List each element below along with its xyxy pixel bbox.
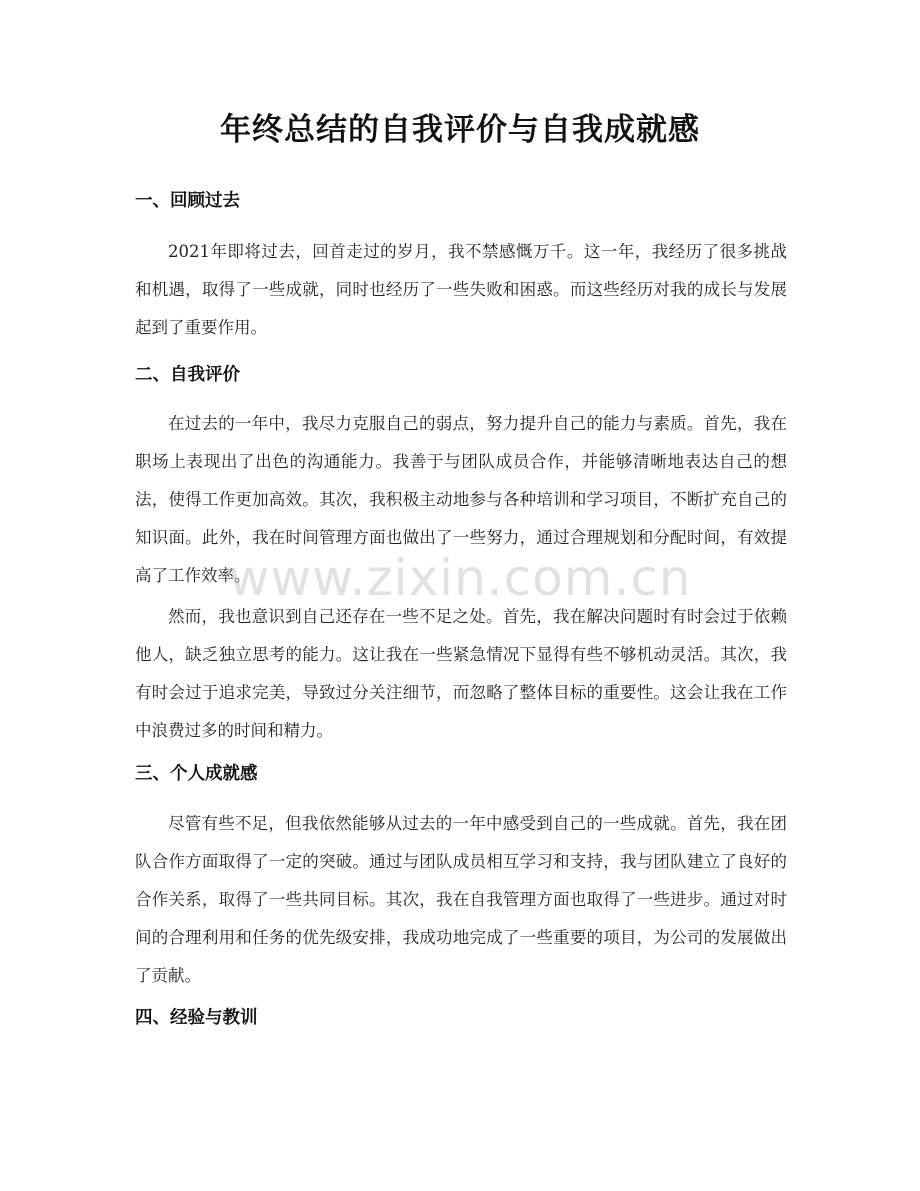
paragraph-self-evaluation-strengths: 在过去的一年中，我尽力克服自己的弱点，努力提升自己的能力与素质。首先，我在职场上表现出了出色的沟通能力。我善于与团队成员合作，并能够清晰地表达自己的想法，使得工作更加高效。其次，我积极主动地参与各种培训和学习项目，不断扩充自己的知识面。此外，我在时间管理方面也做出了一些努力，通过合理规划和分配时间，有效提高了工作效率。 (135, 414, 787, 585)
paragraph-review: 2021年即将过去，回首走过的岁月，我不禁感慨万千。这一年，我经历了很多挑战和机遇，取得了一些成就，同时也经历了一些失败和困惑。而这些经历对我的成长与发展起到了重要作用。 (135, 242, 787, 337)
section-heading-lessons: 四、经验与教训 (135, 1008, 258, 1028)
document-title: 年终总结的自我评价与自我成就感 (220, 112, 700, 148)
section-heading-review: 一、回顾过去 (135, 191, 240, 211)
section-heading-self-evaluation: 二、自我评价 (135, 365, 240, 385)
watermark-text: www.zixin.com.cn (228, 549, 692, 607)
section-heading-achievement: 三、个人成就感 (135, 764, 258, 784)
paragraph-self-evaluation-weaknesses: 然而，我也意识到自己还存在一些不足之处。首先，我在解决问题时有时会过于依赖他人，缺乏独立思考的能力。这让我在一些紧急情况下显得有些不够机动灵活。其次，我有时会过于追求完美，导致过分关注细节，而忽略了整体目标的重要性。这会让我在工作中浪费过多的时间和精力。 (135, 607, 787, 740)
paragraph-achievement: 尽管有些不足，但我依然能够从过去的一年中感受到自己的一些成就。首先，我在团队合作方面取得了一定的突破。通过与团队成员相互学习和支持，我与团队建立了良好的合作关系，取得了一些共同目标。其次，我在自我管理方面也取得了一些进步。通过对时间的合理利用和任务的优先级安排，我成功地完成了一些重要的项目，为公司的发展做出了贡献。 (135, 814, 787, 985)
